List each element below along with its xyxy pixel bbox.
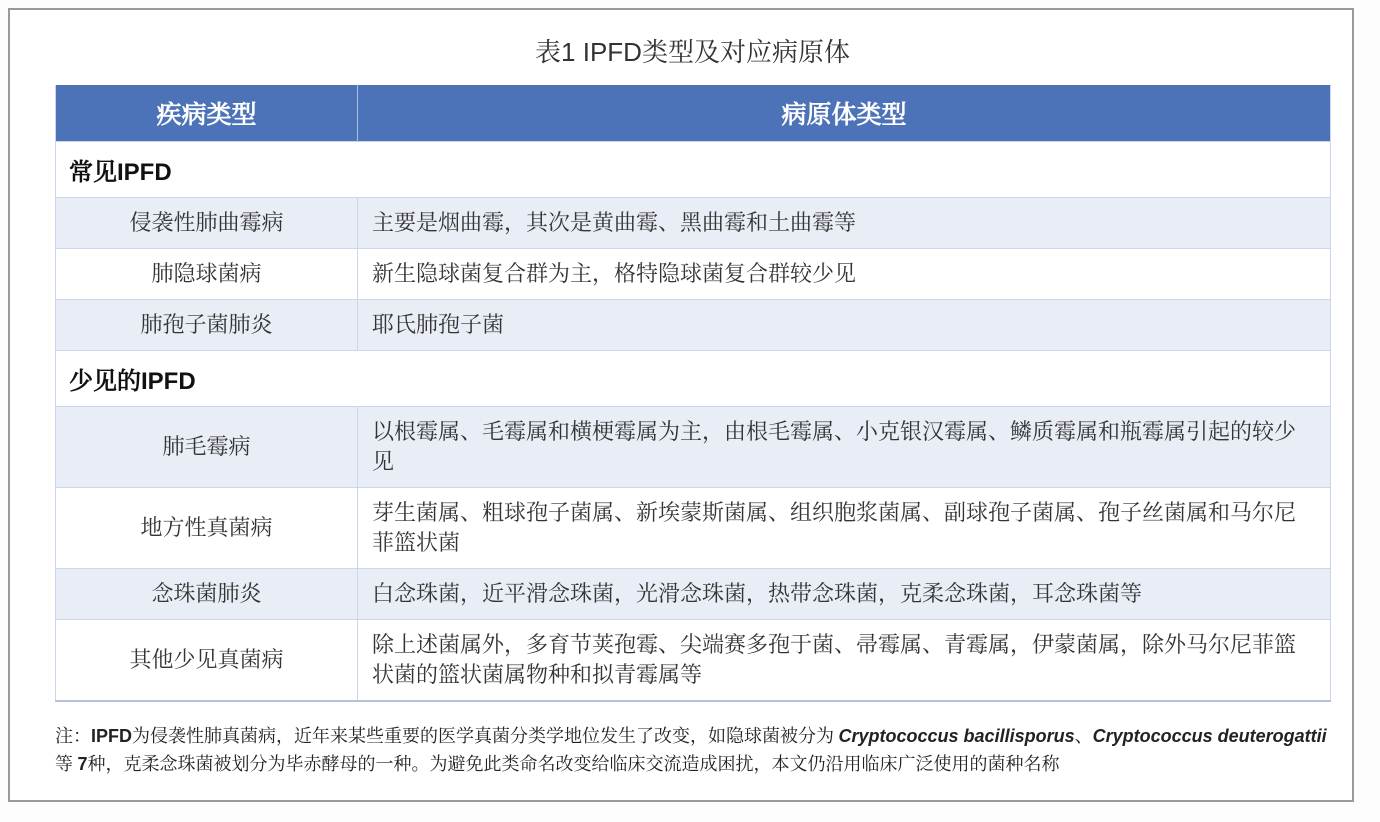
table-row [56, 300, 1331, 351]
footnote-text: 为侵袭性肺真菌病，近年来某些重要的医学真菌分类学地位发生了改变，如隐球菌被分为 [132, 726, 839, 746]
footnote-text: IPFD [91, 726, 133, 746]
table-body [56, 142, 1331, 702]
table-row [56, 620, 1331, 702]
table-row [56, 198, 1331, 249]
ipfd-table [55, 85, 1331, 702]
disease-cell: 念珠菌肺炎 [56, 569, 358, 620]
footnote-text: 7 [77, 754, 88, 774]
section-label: 少见的IPFD [56, 351, 1331, 407]
latin-species-name: Cryptococcus deuterogattii [1092, 726, 1327, 746]
pathogen-cell: 芽生菌属、粗球孢子菌属、新埃蒙斯菌属、组织胞浆菌属、副球孢子菌属、孢子丝菌属和马尔尼菲篮状菌 [358, 488, 1331, 569]
footnote-text: 种，克柔念珠菌被划分为毕赤酵母的一种。为避免此类命名改变给临床交流造成困扰，本文仍沿用临床广泛使用的菌种名称 [87, 754, 1060, 774]
pathogen-cell: 以根霉属、毛霉属和横梗霉属为主，由根毛霉属、小克银汉霉属、鳞质霉属和瓶霉属引起的较少见 [358, 407, 1331, 488]
disease-cell: 其他少见真菌病 [56, 620, 358, 702]
disease-cell: 侵袭性肺曲霉病 [56, 198, 358, 249]
disease-cell: 肺隐球菌病 [56, 249, 358, 300]
pathogen-cell: 除上述菌属外，多育节荚孢霉、尖端赛多孢于菌、帚霉属、青霉属，伊蒙菌属，除外马尔尼菲篮状菌的篮状菌属物种和拟青霉属等 [358, 620, 1331, 702]
content-card [8, 8, 1354, 802]
table-row [56, 569, 1331, 620]
table-title: 表1 IPFD类型及对应病原体 [535, 37, 850, 67]
table-header [56, 85, 1331, 142]
pathogen-cell: 白念珠菌，近平滑念珠菌，光滑念珠菌，热带念珠菌，克柔念珠菌，耳念珠菌等 [358, 569, 1331, 620]
table-row [56, 407, 1331, 488]
header-row [56, 85, 1331, 142]
footnote [55, 722, 1330, 778]
footnote-text: 、 [1074, 726, 1093, 746]
pathogen-cell: 耶氏肺孢子菌 [358, 300, 1331, 351]
header-disease-type: 疾病类型 [56, 85, 358, 142]
table-row [56, 488, 1331, 569]
footnote-text: 注： [55, 726, 91, 746]
footnote-text: 等 [55, 754, 78, 774]
section-header-row [56, 142, 1331, 198]
pathogen-cell: 主要是烟曲霉，其次是黄曲霉、黑曲霉和土曲霉等 [358, 198, 1331, 249]
latin-species-name: Cryptococcus bacillisporus [838, 726, 1075, 746]
section-header-row [56, 351, 1331, 407]
table-row [56, 249, 1331, 300]
disease-cell: 肺孢子菌肺炎 [56, 300, 358, 351]
header-pathogen-type: 病原体类型 [358, 85, 1331, 142]
section-label: 常见IPFD [56, 142, 1331, 198]
pathogen-cell: 新生隐球菌复合群为主，格特隐球菌复合群较少见 [358, 249, 1331, 300]
disease-cell: 地方性真菌病 [56, 488, 358, 569]
disease-cell: 肺毛霉病 [56, 407, 358, 488]
